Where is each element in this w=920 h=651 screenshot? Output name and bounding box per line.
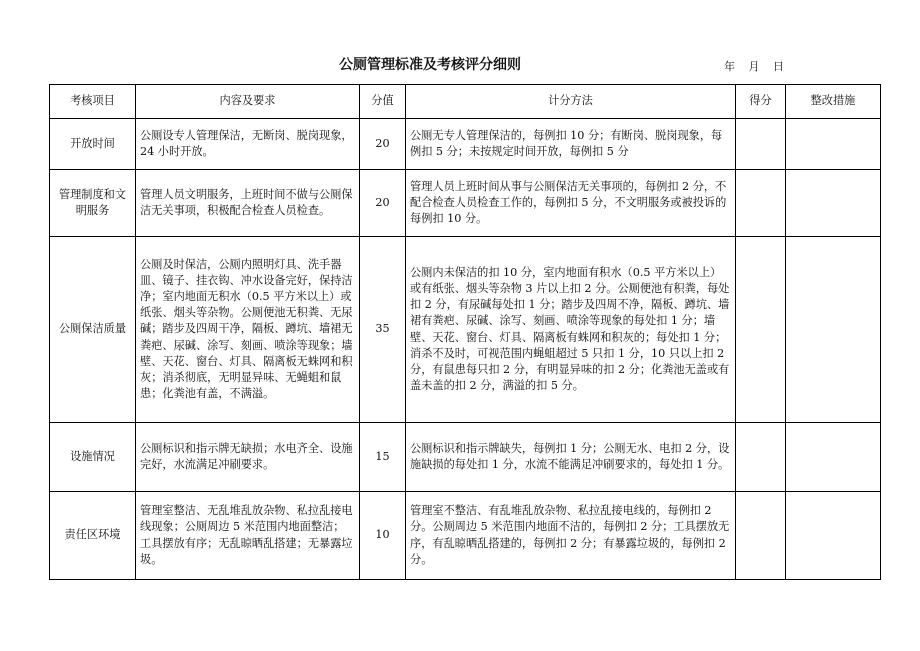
row-requirement: 管理室整洁、无乱堆乱放杂物、私拉乱接电线现象；公厕周边 5 米范围内地面整洁；工具摆放有序；无乱晾晒乱搭建；无暴露垃圾。 bbox=[136, 492, 360, 580]
row-score: 20 bbox=[360, 119, 406, 170]
row-item: 公厕保洁质量 bbox=[50, 237, 136, 423]
row-method: 管理人员上班时间从事与公厕保洁无关事项的，每例扣 2 分，不配合检查人员检查工作的，每例扣 5 分，不文明服务或被投诉的每例扣 10 分。 bbox=[406, 170, 736, 237]
column-header-method: 计分方法 bbox=[406, 85, 736, 119]
row-item: 设施情况 bbox=[50, 423, 136, 492]
row-requirement: 公厕及时保洁，公厕内照明灯具、洗手器皿、镜子、挂衣钩、冲水设备完好，保持洁净；室内地面无积水（0.5 平方米以上）或纸张、烟头等杂物。公厕便池无积粪、无尿碱；踏步及四周干净，隔板、蹲坑、墙裙无粪疤、尿碱、涂写、刻画、喷涂等现象；墙壁、天花、窗台、灯具、隔离板无蛛网和积灰；消杀彻底，无明显异味、无蝇蛆和鼠患；化粪池有盖，不满溢。 bbox=[136, 237, 360, 423]
table-row bbox=[50, 170, 881, 237]
row-item: 开放时间 bbox=[50, 119, 136, 170]
column-header-requirement: 内容及要求 bbox=[136, 85, 360, 119]
column-header-got: 得分 bbox=[736, 85, 786, 119]
row-requirement: 公厕标识和指示牌无缺损；水电齐全、设施完好，水流满足冲刷要求。 bbox=[136, 423, 360, 492]
table-row bbox=[50, 237, 881, 423]
row-method: 公厕无专人管理保洁的，每例扣 10 分；有断岗、脱岗现象，每例扣 5 分；未按规定时间开放，每例扣 5 分 bbox=[406, 119, 736, 170]
row-got[interactable] bbox=[736, 423, 786, 492]
row-method: 公厕标识和指示牌缺失，每例扣 1 分；公厕无水、电扣 2 分，设施缺损的每处扣 1 分，水流不能满足冲刷要求的，每处扣 1 分。 bbox=[406, 423, 736, 492]
row-method: 公厕内未保洁的扣 10 分，室内地面有积水（0.5 平方米以上）或有纸张、烟头等杂物 3 片以上扣 2 分。公厕便池有积粪，每处扣 2 分，有尿碱每处扣 1 分；踏步及四周不净，隔板、蹲坑、墙裙有粪疤、尿碱、涂写、刻画、喷涂等现象的每处扣 1 分；墙壁、天花、窗台、灯具、隔离板有蛛网和积灰的；每处扣 1 分；消杀不及时，可视范围内蝇蛆超过 5 只扣 1 分，10 只以上扣 2 分，有鼠患每只扣 2 分，有明显异味的扣 2 分；化粪池无盖或有盖未盖的扣 2 分，满溢的扣 5 分。 bbox=[406, 237, 736, 423]
column-header-item: 考核项目 bbox=[50, 85, 136, 119]
row-fix[interactable] bbox=[786, 237, 881, 423]
row-requirement: 公厕设专人管理保洁，无断岗、脱岗现象，24 小时开放。 bbox=[136, 119, 360, 170]
row-fix[interactable] bbox=[786, 119, 881, 170]
table-header-row bbox=[50, 85, 881, 119]
column-header-score: 分值 bbox=[360, 85, 406, 119]
row-score: 20 bbox=[360, 170, 406, 237]
row-score: 35 bbox=[360, 237, 406, 423]
row-score: 10 bbox=[360, 492, 406, 580]
date-label: 年 月 日 bbox=[724, 60, 785, 73]
row-item: 管理制度和文明服务 bbox=[50, 170, 136, 237]
row-got[interactable] bbox=[736, 119, 786, 170]
column-header-fix: 整改措施 bbox=[786, 85, 881, 119]
row-item: 责任区环境 bbox=[50, 492, 136, 580]
row-got[interactable] bbox=[736, 170, 786, 237]
row-fix[interactable] bbox=[786, 492, 881, 580]
row-got[interactable] bbox=[736, 237, 786, 423]
row-fix[interactable] bbox=[786, 170, 881, 237]
scoring-table bbox=[49, 84, 881, 580]
row-score: 15 bbox=[360, 423, 406, 492]
row-fix[interactable] bbox=[786, 423, 881, 492]
table-row bbox=[50, 119, 881, 170]
row-got[interactable] bbox=[736, 492, 786, 580]
page-title: 公厕管理标准及考核评分细则 bbox=[339, 57, 521, 73]
table-row bbox=[50, 423, 881, 492]
row-method: 管理室不整洁、有乱堆乱放杂物、私拉乱接电线的，每例扣 2 分。公厕周边 5 米范围内地面不洁的，每例扣 2 分；工具摆放无序，有乱晾晒乱搭建的，每例扣 2 分；有暴露垃圾的，每例扣 2 分。 bbox=[406, 492, 736, 580]
table-row bbox=[50, 492, 881, 580]
row-requirement: 管理人员文明服务，上班时间不做与公厕保洁无关事项，积极配合检查人员检查。 bbox=[136, 170, 360, 237]
